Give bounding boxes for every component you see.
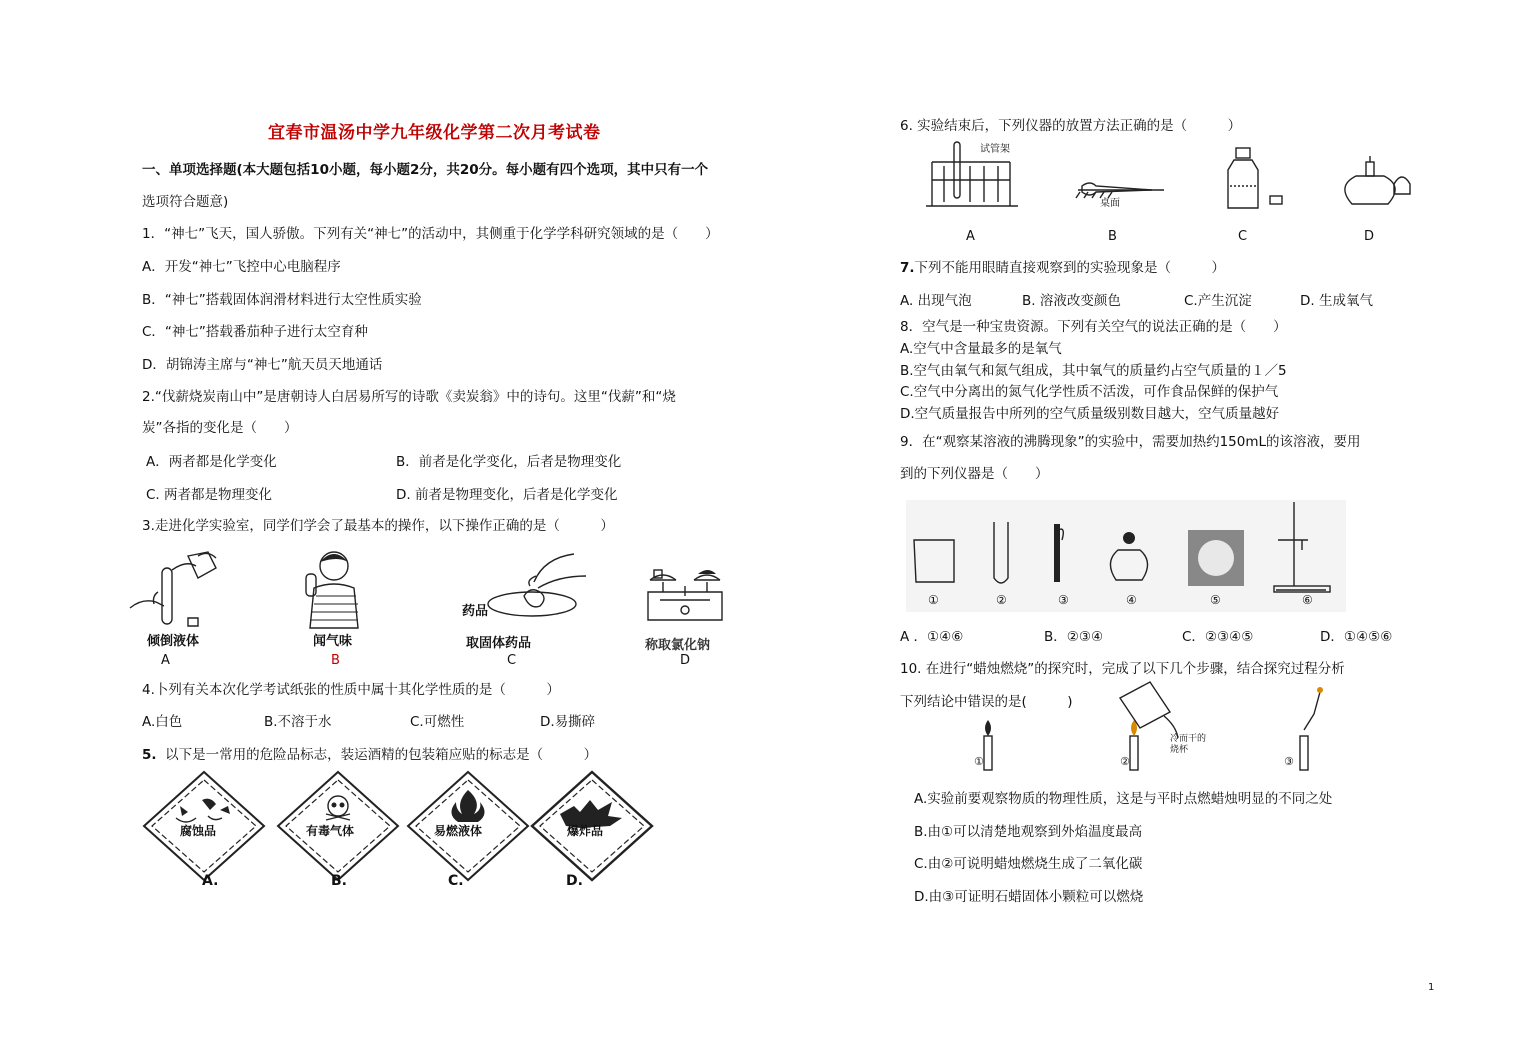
balance-scale-illustration [640, 566, 730, 636]
q9-label-4: ④ [1126, 593, 1137, 607]
q2-stem-line1: 2.“伐薪烧炭南山中”是唐朝诗人白居易所写的诗歌《卖炭翁》中的诗句。这里“伐薪”和“烧 [142, 389, 676, 405]
q1-option-a: A．开发“神七”飞控中心电脑程序 [142, 259, 341, 275]
q2-option-c: C. 两者都是物理变化 [146, 487, 273, 503]
q10-option-d: D.由③可证明石蜡固体小颗粒可以燃烧 [914, 889, 1144, 905]
q7-option-c: C.产生沉淀 [1184, 293, 1252, 309]
explosive-sign-icon [530, 770, 654, 870]
q3-caption-b: 闻气味 [313, 634, 353, 649]
flammable-liquid-sign-icon [406, 770, 530, 870]
q9-label-6: ⑥ [1302, 593, 1313, 607]
q3-option-a: A [161, 653, 170, 668]
q6-option-c: C [1238, 229, 1248, 244]
rack-label: 试管架 [980, 144, 1010, 155]
q2-option-d: D. 前者是物理变化，后者是化学变化 [396, 487, 618, 503]
toxic-gas-sign-icon [276, 770, 400, 870]
q8-stem: 8．空气是一种宝贵资源。下列有关空气的说法正确的是（ ） [900, 319, 1287, 335]
q10-fig-2: ② [1120, 755, 1130, 768]
q7-option-b: B. 溶液改变颜色 [1022, 293, 1121, 309]
q9-stem-line1: 9．在“观察某溶液的沸腾现象”的实验中，需要加热约150mL的该溶液，要用 [900, 434, 1361, 450]
q8-option-a: A.空气中含量最多的是氧气 [900, 341, 1062, 357]
candle-icon [984, 736, 992, 770]
q3-caption-d: 称取氯化钠 [645, 638, 711, 653]
q10-stem-line1: 10. 在进行“蜡烛燃烧”的探究时，完成了以下几个步骤，结合探究过程分析 [900, 661, 1345, 677]
q5-stem [142, 743, 597, 763]
q3-option-b: B [331, 653, 340, 668]
q4-stem: 4.卜列有关本次化学考试纸张的性质中属十其化学性质的是（ ） [142, 682, 560, 698]
q5-option-c: C. [448, 873, 464, 889]
q6-stem: 6. 实验结束后，下列仪器的放置方法正确的是（ ） [900, 118, 1242, 134]
sign-b-label: 有毒气体 [306, 824, 355, 838]
beaker-label: 冷而干的烧杯 [1170, 734, 1207, 755]
pouring-liquid-illustration [128, 548, 218, 632]
q8-option-c: C.空气中分离出的氮气化学性质不活泼，可作食品保鲜的保护气 [900, 384, 1279, 400]
corrosive-sign-icon [142, 770, 266, 870]
q10-fig-1: ① [974, 755, 984, 768]
q10-option-a: A.实验前要观察物质的物理性质，这是与平时点燃蜡烛明显的不同之处 [914, 791, 1333, 807]
q9-label-2: ② [996, 593, 1007, 607]
q9-label-1: ① [928, 593, 939, 607]
q5-number: 5. [142, 747, 157, 763]
sign-c-label: 易燃液体 [434, 824, 483, 838]
q4-option-d: D.易撕碎 [540, 714, 596, 730]
q3-caption-a: 倾倒液体 [147, 634, 200, 649]
q1-option-b: B．“神七”搭载固体润滑材料进行太空性质实验 [142, 292, 422, 308]
section-heading [142, 158, 708, 178]
q4-option-a: A.白色 [142, 714, 183, 730]
q7-number: 7. [900, 260, 915, 276]
q1-option-d: D．胡锦涛主席与“神七”航天员天地通话 [142, 357, 383, 373]
q8-option-b: B.空气由氧气和氮气组成，其中氧气的质量约占空气质量的１／5 [900, 363, 1287, 379]
q4-option-b: B.不溶于水 [264, 714, 332, 730]
q1-stem: 1．“神七”飞天，国人骄傲。下列有关“神七”的活动中，其侧重于化学学科研究领域的是（ ） [142, 226, 719, 242]
q7-stem [900, 256, 1225, 276]
q10-option-b: B.由①可以清楚地观察到外焰温度最高 [914, 824, 1143, 840]
q1-option-c: C．“神七”搭载番茄种子进行太空育种 [142, 324, 368, 340]
alcohol-lamp-illustration [1336, 152, 1412, 212]
q9-option-d: D．①④⑤⑥ [1320, 629, 1393, 645]
q10-stem-line2: 下列结论中错误的是( ) [900, 694, 1073, 710]
q9-label-3: ③ [1058, 593, 1069, 607]
section-line-1: 一、单项选择题(本大题包括10小题，每小题2分，共20分。每小题有四个选项，其中只有一个 [142, 162, 709, 178]
q5-text: 以下是一常用的危险品标志，装运酒精的包装箱应贴的标志是（ ） [165, 747, 598, 763]
q4-option-c: C.可燃性 [410, 714, 465, 730]
page-number: 1 [1428, 982, 1435, 993]
q9-option-b: B．②③④ [1044, 629, 1104, 645]
q2-option-a: A．两者都是化学变化 [146, 454, 277, 470]
q5-option-a: A. [202, 873, 219, 889]
sign-a-label: 腐蚀品 [180, 824, 217, 838]
q9-option-c: C．②③④⑤ [1182, 629, 1254, 645]
q6-option-d: D [1364, 229, 1375, 244]
q2-stem-line2: 炭”各指的变化是（ ） [142, 420, 298, 436]
q3-drug-label: 药品 [462, 604, 489, 619]
q6-option-b: B [1108, 229, 1117, 244]
q7-text: 下列不能用眼睛直接观察到的实验现象是（ ） [914, 260, 1226, 276]
reagent-bottle-illustration [1224, 146, 1290, 212]
q5-option-b: B. [331, 873, 347, 889]
q3-option-c: C [507, 653, 517, 668]
q8-option-d: D.空气质量报告中所列的空气质量级别数目越大，空气质量越好 [900, 406, 1280, 422]
q7-option-d: D. 生成氧气 [1300, 293, 1373, 309]
q9-option-a: A ．①④⑥ [900, 629, 964, 645]
page-title: 宜春市温汤中学九年级化学第二次月考试卷 [268, 123, 601, 143]
q6-option-a: A [966, 229, 975, 244]
q3-caption-c: 取固体药品 [466, 636, 532, 651]
q7-option-a: A. 出现气泡 [900, 293, 972, 309]
dropper-on-table-illustration [1076, 178, 1166, 208]
q3-stem: 3.走进化学实验室，同学们学会了最基本的操作，以下操作正确的是（ ） [142, 518, 614, 534]
sign-d-label: 爆炸品 [567, 824, 604, 838]
q10-option-c: C.由②可说明蜡烛燃烧生成了二氧化碳 [914, 856, 1143, 872]
q3-option-d: D [680, 653, 691, 668]
q9-stem-line2: 到的下列仪器是（ ） [900, 466, 1049, 482]
q10-fig-3: ③ [1284, 755, 1294, 768]
q9-label-5: ⑤ [1210, 593, 1221, 607]
section-heading-cont: 选项符合题意) [142, 194, 229, 210]
table-label: 桌面 [1100, 198, 1120, 209]
q2-option-b: B．前者是化学变化，后者是物理变化 [396, 454, 622, 470]
smelling-gas-illustration [298, 548, 368, 632]
q10-candle-figure [966, 680, 1316, 776]
q5-option-d: D. [566, 873, 583, 889]
